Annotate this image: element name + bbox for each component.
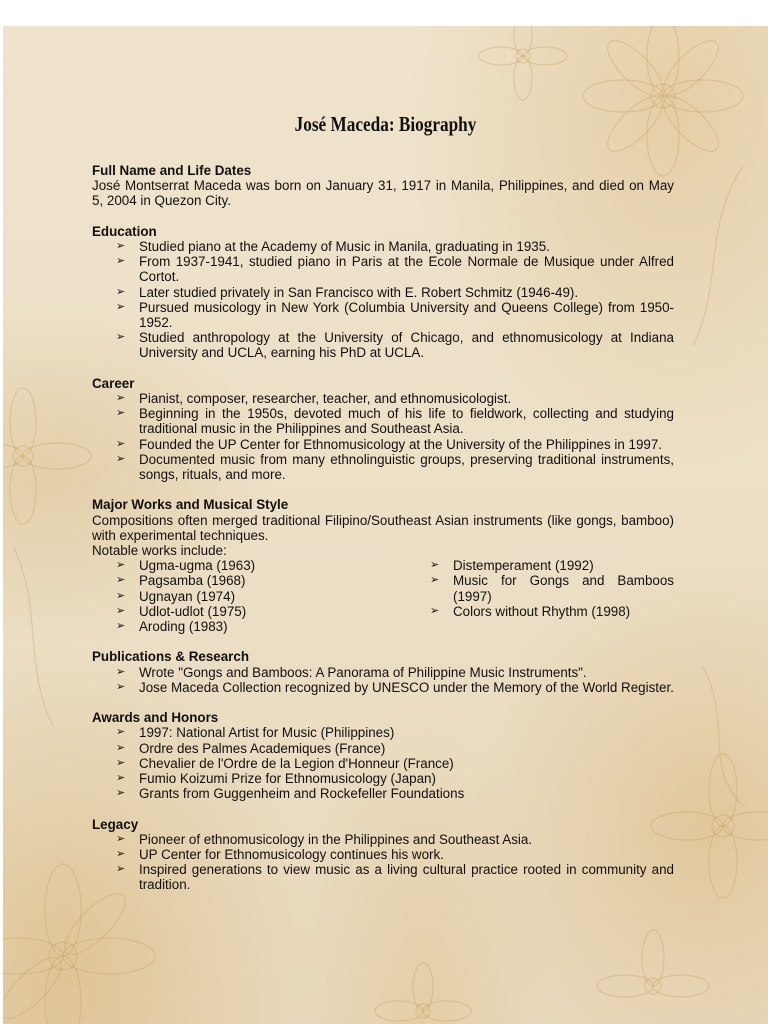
- list-item: [92, 665, 674, 680]
- list-item: [92, 330, 674, 360]
- list-item: [406, 604, 674, 619]
- works-list-right: [406, 558, 674, 634]
- list-item-text: Colors without Rhythm (1998): [453, 603, 631, 619]
- list-item: [92, 285, 674, 300]
- works-columns: [92, 558, 674, 634]
- bullet-list: [92, 832, 674, 893]
- section-heading: Education: [92, 223, 157, 239]
- list-item: [92, 680, 674, 695]
- arrow-bullet-icon: ➢: [116, 787, 126, 800]
- list-item: [92, 452, 674, 482]
- arrow-bullet-icon: ➢: [116, 665, 126, 678]
- arrow-bullet-icon: ➢: [116, 300, 126, 313]
- arrow-bullet-icon: ➢: [116, 848, 126, 861]
- paragraph: Compositions often merged traditional Filipino/Southeast Asian instruments (like gongs, bamboo) with experimental techniques.: [92, 512, 674, 543]
- arrow-bullet-icon: ➢: [116, 863, 126, 876]
- section-heading: Publications & Research: [92, 649, 250, 665]
- arrow-bullet-icon: ➢: [116, 589, 126, 602]
- list-item: [92, 771, 674, 786]
- list-item-text: Documented music from many ethnolinguistic groups, preserving traditional instruments, songs, rituals, and more.: [139, 451, 674, 483]
- list-item-text: Pioneer of ethnomusicology in the Philippines and Southeast Asia.: [139, 831, 533, 847]
- list-item-text: UP Center for Ethnomusicology continues his work.: [139, 847, 444, 863]
- arrow-bullet-icon: ➢: [116, 285, 126, 298]
- section-heading: Major Works and Musical Style: [92, 497, 289, 513]
- section-heading: Legacy: [92, 816, 139, 832]
- list-item: [406, 558, 674, 573]
- arrow-bullet-icon: ➢: [430, 559, 440, 572]
- list-item: [92, 573, 406, 588]
- arrow-bullet-icon: ➢: [116, 240, 126, 252]
- list-item: [92, 832, 674, 847]
- list-item-text: Fumio Koizumi Prize for Ethnomusicology (Japan): [139, 771, 436, 787]
- arrow-bullet-icon: ➢: [116, 726, 126, 739]
- list-item: [92, 604, 406, 619]
- arrow-bullet-icon: ➢: [116, 331, 126, 344]
- works-list-left: [92, 558, 406, 634]
- list-item-text: From 1937-1941, studied piano in Paris at the Ecole Normale de Musique under Alfred Cortot.: [139, 254, 674, 285]
- arrow-bullet-icon: ➢: [116, 255, 126, 268]
- list-item-text: Studied anthropology at the University of Chicago, and ethnomusicology at Indiana University and UCLA, earning his PhD at UCLA.: [139, 330, 674, 361]
- arrow-bullet-icon: ➢: [430, 604, 440, 617]
- section-heading: Career: [92, 375, 135, 391]
- arrow-bullet-icon: ➢: [116, 437, 126, 450]
- list-item-text: Ordre des Palmes Academiques (France): [139, 740, 386, 756]
- list-item: [92, 300, 674, 330]
- section-heading: Full Name and Life Dates: [92, 163, 252, 178]
- bullet-list: [92, 725, 674, 801]
- list-item: [92, 862, 674, 892]
- list-item-text: Inspired generations to view music as a living cultural practice rooted in community and tradition.: [139, 862, 674, 893]
- arrow-bullet-icon: ➢: [116, 772, 126, 785]
- section-life-dates: [92, 163, 674, 209]
- list-item: [406, 573, 674, 603]
- list-item: [92, 406, 674, 436]
- list-item: [92, 847, 674, 862]
- list-item-text: Founded the UP Center for Ethnomusicology at the University of the Philippines in 1997.: [139, 436, 663, 452]
- arrow-bullet-icon: ➢: [430, 574, 440, 587]
- list-item: [92, 558, 406, 573]
- bullet-list: [92, 391, 674, 482]
- list-item-text: Music for Gongs and Bamboos (1997): [453, 573, 674, 604]
- arrow-bullet-icon: ➢: [116, 832, 126, 845]
- document-page: [3, 26, 768, 1024]
- arrow-bullet-icon: ➢: [116, 392, 126, 405]
- list-item: [92, 756, 674, 771]
- list-item-text: 1997: National Artist for Music (Philippines): [139, 725, 395, 741]
- paragraph: José Montserrat Maceda was born on January 31, 1917 in Manila, Philippines, and died on May 5, 2004 in Quezon City.: [92, 178, 674, 209]
- list-item-text: Beginning in the 1950s, devoted much of his life to fieldwork, collecting and studying traditional music in the Philippines and Southeast Asia.: [139, 406, 674, 437]
- list-item: [92, 254, 674, 284]
- list-item: [92, 725, 674, 740]
- section-career: [92, 376, 674, 482]
- list-item-text: Ugma-ugma (1963): [139, 558, 256, 574]
- arrow-bullet-icon: ➢: [116, 452, 126, 465]
- arrow-bullet-icon: ➢: [116, 620, 126, 633]
- section-heading: Awards and Honors: [92, 710, 219, 726]
- list-item-text: Chevalier de l'Ordre de la Legion d'Honneur (France): [139, 755, 454, 771]
- list-item-text: Grants from Guggenheim and Rockefeller Foundations: [139, 786, 465, 802]
- notable-works-label: Notable works include:: [92, 543, 227, 559]
- bullet-list: [92, 665, 674, 695]
- page-title: José Maceda: Biography: [294, 112, 477, 136]
- arrow-bullet-icon: ➢: [116, 604, 126, 617]
- list-item-text: Distemperament (1992): [453, 558, 594, 574]
- list-item-text: Later studied privately in San Francisco with E. Robert Schmitz (1946-49).: [139, 284, 579, 300]
- arrow-bullet-icon: ➢: [116, 559, 126, 572]
- bullet-list: [92, 239, 674, 361]
- section-publications: [92, 649, 674, 695]
- list-item-text: Udlot-udlot (1975): [139, 603, 247, 619]
- list-item: [92, 239, 674, 254]
- list-item-text: Aroding (1983): [139, 619, 228, 635]
- arrow-bullet-icon: ➢: [116, 756, 126, 769]
- section-awards: [92, 710, 674, 801]
- section-legacy: [92, 817, 674, 893]
- section-major-works: [92, 497, 674, 634]
- list-item: [92, 391, 674, 406]
- list-item: [92, 619, 406, 634]
- list-item: [92, 437, 674, 452]
- list-item-text: Pianist, composer, researcher, teacher, and ethnomusicologist.: [139, 391, 512, 407]
- list-item-text: Wrote "Gongs and Bamboos: A Panorama of Philippine Music Instruments".: [139, 664, 587, 680]
- list-item-text: Pagsamba (1968): [139, 573, 246, 589]
- list-item-text: Studied piano at the Academy of Music in Manila, graduating in 1935.: [139, 239, 550, 254]
- list-item: [92, 741, 674, 756]
- arrow-bullet-icon: ➢: [116, 574, 126, 587]
- arrow-bullet-icon: ➢: [116, 680, 126, 693]
- biography-content: [92, 163, 674, 908]
- list-item: [92, 589, 406, 604]
- list-item-text: Pursued musicology in New York (Columbia University and Queens College) from 1950-1952.: [139, 299, 674, 331]
- section-education: [92, 224, 674, 361]
- list-item-text: Jose Maceda Collection recognized by UNESCO under the Memory of the World Register.: [139, 679, 674, 695]
- arrow-bullet-icon: ➢: [116, 741, 126, 754]
- arrow-bullet-icon: ➢: [116, 407, 126, 420]
- list-item-text: Ugnayan (1974): [139, 588, 236, 604]
- list-item: [92, 786, 674, 801]
